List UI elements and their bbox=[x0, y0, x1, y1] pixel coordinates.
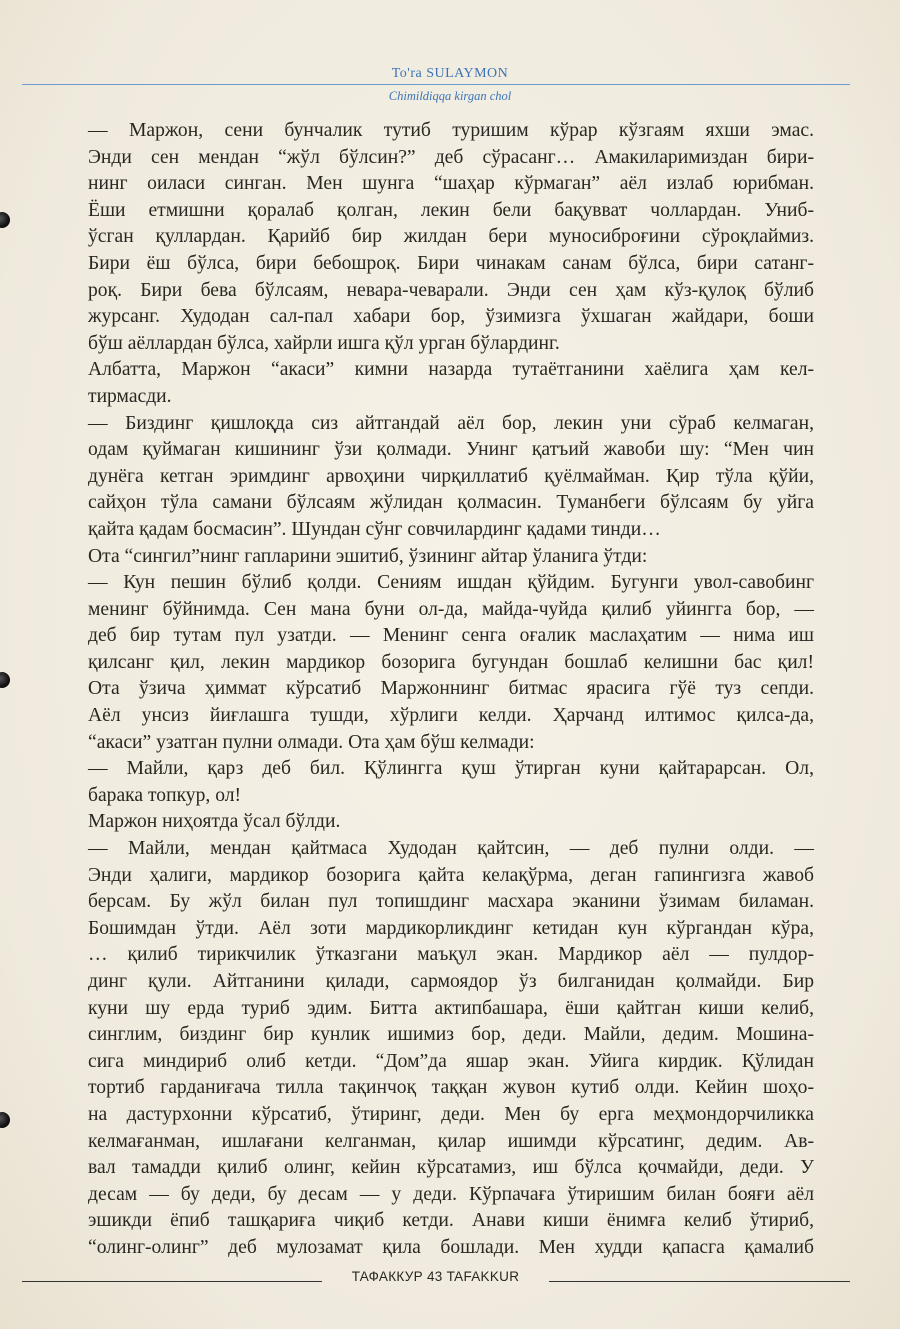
text-line: … қилиб тирикчилик ўтказгани маъқул экан. Мардикор аёл — пулдор- bbox=[88, 944, 814, 966]
text-line: эшикди ёпиб ташқариға чиқиб кетди. Анави киши ёнимға келиб ўтириб, bbox=[88, 1210, 814, 1232]
text-line: на дастурхонни кўрсатиб, ўтиринг, деди. Мен бу ерга меҳмондорчиликка bbox=[88, 1103, 814, 1125]
text-line: Аёл унсиз йиғлашга тушди, хўрлиги келди. Ҳарчанд илтимос қилса-да, bbox=[88, 705, 814, 727]
text-line: келмағанман, ишлағани келганман, қилар ишимди кўрсатинг, дедим. Ав- bbox=[88, 1130, 814, 1152]
text-line: бўш аёллардан бўлса, хайрли ишга қўл урган бўлардинг. bbox=[88, 332, 560, 354]
header-author: To'ra SULAYMON bbox=[391, 66, 509, 81]
text-line: сайҳон тўла самани бўлсаям жўлидан қолмасин. Туманбеги бўлсаям бу уйга bbox=[88, 492, 814, 514]
text-line: синглим, биздинг бир кунлик ишимиз бор, деди. Майли, дедим. Мошина- bbox=[88, 1024, 814, 1046]
text-line: Ота ўзича ҳиммат кўрсатиб Маржоннинг битмас ярасига гўё туз сепди. bbox=[88, 678, 814, 700]
text-line: Ота “сингил”нинг гапларини эшитиб, ўзининг айтар ўланига ўтди: bbox=[88, 545, 648, 567]
running-header bbox=[0, 66, 900, 82]
text-line: Албатта, Маржон “акаси” кимни назарда тутаётганини хаёлига ҳам кел- bbox=[88, 359, 814, 381]
text-line: журсанг. Худодан сал-пал хабари бор, ўзимизга ўхшаган жайдари, боши bbox=[88, 306, 814, 328]
text-line: — Кун пешин бўлиб қолди. Сениям ишдан қўйдим. Бугунги увол-савобинг bbox=[88, 572, 814, 594]
text-line: Энди ҳалиги, мардикор бозорига қайта келақўрма, деган гапингизга жавоб bbox=[88, 864, 814, 886]
footer-rule-right bbox=[549, 1281, 850, 1282]
text-line: вал тамадди қилиб олинг, кейин кўрсатамиз, иш бўлса қочмайди, деди. У bbox=[88, 1157, 814, 1179]
header-subtitle: Chimildiqqa kirgan chol bbox=[388, 89, 512, 103]
text-line: — Майли, қарз деб бил. Қўлингга қуш ўтирган куни қайтарарсан. Ол, bbox=[88, 758, 814, 780]
text-line: Бошимдан ўтди. Аёл зоти мардикорликдинг кетидан кун кўргандан кўра, bbox=[88, 917, 814, 939]
text-line: барака топкур, ол! bbox=[88, 784, 242, 806]
text-line: тортиб гарданиғача тилла тақинчоқ таққан жувон кутиб олди. Кейин шоҳо- bbox=[88, 1077, 814, 1099]
footer-page-label: ТАФАККУР 43 TAFAKKUR bbox=[351, 1269, 520, 1284]
text-line: қайта қадам босмасин”. Шундан сўнг совчилардинг қадами тинди… bbox=[88, 518, 661, 540]
article-body bbox=[88, 118, 814, 1262]
text-line: Бири ёш бўлса, бири бебошроқ. Бири чинакам санам бўлса, бири сатанг- bbox=[88, 252, 814, 274]
text-line: куни шу ерда туриб эдим. Битта актипбашара, ёши қайтган киши келиб, bbox=[88, 997, 814, 1019]
text-line: ўсган қуллардан. Қарийб бир жилдан бери муносиброғини сўроқлаймиз. bbox=[88, 226, 814, 248]
text-line: нинг оиласи синган. Мен шунга “шаҳар кўрмаган” аёл излаб юрибман. bbox=[88, 173, 814, 195]
text-line: берсам. Бу жўл билан пул топишдинг масхара эканини ўзимам биламан. bbox=[88, 891, 814, 913]
text-line: — Майли, мендан қайтмаса Худодан қайтсин, — деб пулни олди. — bbox=[88, 838, 814, 860]
text-line: “олинг-олинг” деб мулозамат қила бошлади. Мен худди қапасга қамалиб bbox=[88, 1236, 814, 1258]
text-line: — Маржон, сени бунчалик тутиб туришим кўрар кўзгаям яхши эмас. bbox=[88, 120, 814, 141]
text-line: Ёши етмишни қоралаб қолган, лекин бели бақувват чоллардан. Униб- bbox=[88, 199, 814, 221]
text-line: десам — бу деди, бу десам — у деди. Кўрпачаға ўтиришим билан бояғи аёл bbox=[88, 1183, 814, 1205]
text-line: Маржон ниҳоятда ўсал бўлди. bbox=[88, 811, 341, 833]
text-line: деб бир тутам пул узатди. — Менинг сенга оғалик маслаҳатим — нима иш bbox=[88, 625, 814, 647]
footer-rule-left bbox=[22, 1281, 322, 1282]
text-line: роқ. Бири бева бўлсаям, невара-чеварали. Энди сен ҳам кўз-қулоқ бўлиб bbox=[88, 279, 814, 301]
text-line: сига миндириб олиб кетди. “Дом”да яшар экан. Уйига кирдик. Қўлидан bbox=[88, 1050, 814, 1072]
text-line: одам қуймаган кишининг ўзи қолмади. Унинг қатъий жавоби шу: “Мен чин bbox=[88, 439, 814, 461]
header-rule bbox=[22, 84, 850, 85]
text-line: қилсанг қил, лекин мардикор бозорига бугундан бошлаб келишни бас қил! bbox=[88, 651, 814, 673]
text-line: менинг бўйнимда. Сен мана буни ол-да, майда-чуйда қилиб уйингга бор, — bbox=[88, 598, 814, 620]
text-line: дунёга кетган эримдинг арвоҳини чирқиллатиб қуёлмайман. Қир тўла қўйи, bbox=[88, 465, 814, 487]
text-line: “акаси” узатган пулни олмади. Ота ҳам бўш келмади: bbox=[88, 731, 535, 753]
text-line: Энди сен мендан “жўл бўлсин?” деб сўрасанг… Амакиларимиздан бири- bbox=[88, 146, 814, 168]
text-line: тирмасди. bbox=[88, 385, 172, 407]
text-line: — Биздинг қишлоқда сиз айтгандай аёл бор, лекин уни сўраб келмаган, bbox=[88, 412, 814, 434]
page-footer bbox=[22, 1269, 850, 1289]
text-line: динг қули. Айтганини қилади, сармоядор ўз билганидан қолмайди. Бир bbox=[88, 971, 814, 992]
